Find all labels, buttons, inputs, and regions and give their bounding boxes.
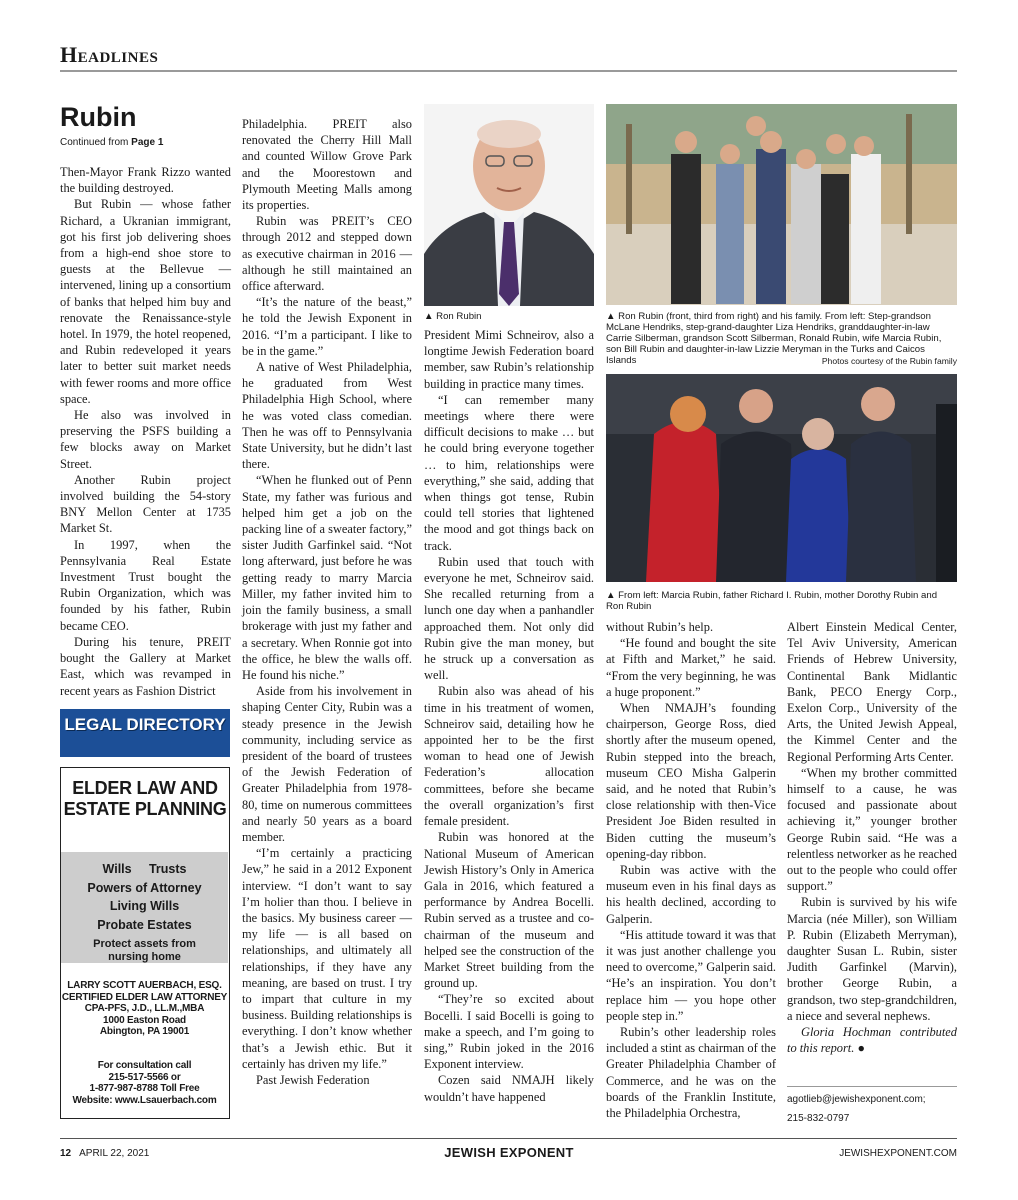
paragraph: Rubin was active with the museum even in his final days as his health declined, according to Galperin.	[606, 863, 776, 926]
paragraph: Past Jewish Federation	[256, 1072, 370, 1087]
footer-rule	[60, 1138, 957, 1139]
column-3	[424, 327, 594, 1105]
column-1	[60, 164, 231, 699]
ad-service: Probate Estates	[97, 917, 192, 932]
continued-from: Continued from Page 1	[60, 137, 164, 148]
attorney-address: 1000 Easton Road	[103, 1014, 186, 1026]
paragraph: “He found and bought the site at Fifth and Market,” he said. “From the very beginning, he was a huge proponent.”	[606, 636, 776, 699]
footer-website-link[interactable]: JEWISHEXPONENT.COM	[839, 1148, 957, 1159]
paragraph: Another Rubin project involved building the 54-story BNY Mellon Center at 1735 Market St.	[60, 472, 231, 536]
paragraph: Rubin was honored at the National Museum of American Jewish History’s Only in America Gala in 2016, which featured a performance by Andrea Bocelli. Rubin served as a trustee and co-chairman of the museum and helped see the construction of the Market Street building from the ground up.	[424, 830, 594, 991]
caption-text: Ron Rubin	[436, 311, 482, 322]
parents-caption	[606, 590, 957, 612]
paragraph: Philadelphia. PREIT also renovated the Cherry Hill Mall and counted Willow Grove Park and the Moorestown and Plymouth Meeting Malls among its properties.	[242, 117, 412, 213]
ad-service: Wills Trusts	[102, 862, 187, 876]
author-email-link[interactable]: agotlieb@jewishexponent.com;	[787, 1094, 926, 1105]
paragraph: Cozen said NMAJH likely wouldn’t have happened	[424, 1073, 594, 1104]
contact-rule	[787, 1086, 957, 1087]
photo-credit: Photos courtesy of the Rubin family	[821, 356, 957, 366]
paragraph: President Mimi Schneirov, also a longtime Jewish Federation board member, saw Rubin’s relationship building in practice many times.	[424, 328, 594, 391]
ad-call-label: For consultation call	[97, 1060, 192, 1071]
paragraph: Rubin was PREIT’s CEO through 2012 and stepped down as executive chairman in 2016 — although he still maintained an office afterward.	[242, 214, 412, 294]
ad-service: Living Wills	[109, 899, 180, 913]
caption-text: Ron Rubin (front, third from right) and his family. From left: Step-grandson McLane Hendriks, step-grand-daughter Liza Hendriks, granddaughter-in-law Carrie Silberman, grandson Scott Silberman, Ronald Rubin, wife Marcia Rubin, son Bill Rubin and daughter-in-law Lizzie Meryman in the Turks and Caicos Islands	[606, 311, 942, 366]
issue-date: APRIL 22, 2021	[79, 1148, 150, 1159]
continued-page-link[interactable]: Page 1	[131, 137, 164, 148]
paragraph: “His attitude toward it was that it was just another challenge you need to overcome,” Galperin said. “He’s an inspiration. You don’t replace him — you hope other people step in.”	[606, 927, 776, 1023]
paragraph: When NMAJH’s founding chairperson, George Ross, died shortly after the museum opened, Rubin stepped into the breach, museum CEO Misha Galperin said, and he noted that Rubin’s close relationship with then-Vice President Joe Biden resulted in Biden cutting the museum’s opening-day ribbon.	[606, 701, 776, 861]
column-5	[787, 619, 957, 1056]
paragraph: Albert Einstein Medical Center, Tel Aviv University, American Friends of Hebrew University, Continental Bank Midlantic Bank, PECO Energy Corp., Exelon Corp., University of the Arts, the United Jewish Appeal, the Kimmel Center and the Regional Performing Arts Center.	[787, 620, 957, 764]
section-title: Headlines	[60, 42, 159, 67]
attorney-city: Abington, PA 19001	[99, 1026, 190, 1037]
column-2	[242, 116, 412, 1088]
paragraph: “They’re so excited about Bocelli. I said Bocelli is going to make a speech, and I’m going to sing,” Rubin joked in the 2016 Exponent interview.	[424, 992, 594, 1072]
paragraph: He also was involved in preserving the PSFS building a few blocks away on Market Street.	[60, 408, 231, 471]
paragraph: without Rubin’s help.	[606, 620, 714, 634]
paragraph: In 1997, when the Pennsylvania Real Estate Investment Trust bought the Rubin Organization, which was founded by his father, Rubin became CEO.	[60, 537, 231, 633]
page-number: 12	[60, 1148, 72, 1159]
author-phone: 215-832-0797	[787, 1113, 850, 1124]
parents-photo-image	[606, 374, 957, 582]
ron-rubin-portrait	[424, 104, 594, 306]
elder-law-ad	[60, 767, 230, 1119]
paragraph: But Rubin — whose father Richard, a Ukranian immigrant, got his first job delivering shoes from a high-end shoe store to guests at the Bellevue — intervened, lining up a consortium of banks that helped him buy and renovate the Renaissance-style hotel. In 1979, the hotel reopened, and Rubin redeveloped it years later to better suit market needs with fewer rooms and more office space.	[60, 197, 231, 406]
attorney-creds: CPA-PFS, J.D., LL.M.,MBA	[84, 1003, 205, 1014]
paragraph: “It’s the nature of the beast,” he told the Jewish Exponent in 2016. “I’m a participant. I like to be in the game.”	[242, 295, 412, 358]
paragraph: “I’m certainly a practicing Jew,” he said in a 2012 Exponent interview. “I don’t want to say I’m holier than thou. I believe in the basics. My business career — my life — is all based on relationships, and ultimately all relationships, if they have any meaning, are based on trust. I try to impart that culture in my business. Building relationships is everything. I don’t know whether that’s a Jewish ethic. But it certainly has driven my life.”	[242, 846, 412, 1071]
ad-services	[61, 852, 228, 963]
caption-marker-icon: ▲	[606, 311, 619, 322]
ad-website[interactable]: Website: www.Lsauerbach.com	[72, 1094, 217, 1106]
ad-call-info	[61, 1060, 228, 1106]
contributor-text: Gloria Hochman contributed to this report.	[787, 1025, 957, 1056]
contributor-note	[787, 1024, 957, 1056]
caption-marker-icon: ▲	[606, 590, 619, 601]
paragraph: “I can remember many meetings where there were difficult decisions to make … but he could bring everyone together … to him, relationships were everything,” she said, adding that when things got tense, Rubin could tell stories that lightened the mood and got things back on track.	[424, 392, 594, 553]
paragraph: A native of West Philadelphia, he graduated from West Philadelphia High School, where he was voted class comedian. Then he was off to Pennsylvania State University, but he didn’t last there.	[242, 360, 412, 472]
ad-attorney-info	[61, 980, 228, 1038]
paragraph: “When he flunked out of Penn State, my father was furious and helped him get a job on the packing line of a sweater factory,” sister Judith Garfinkel said. “Not long afterward, just before he was getting ready to marry Marcia Miller, my father invited him to join the family business, a small brokerage with just my father and a secretary. When Ronnie got into the office, he blew the walls off. He found his niche.”	[242, 473, 412, 682]
caption-marker-icon: ▲	[424, 311, 437, 322]
top-rule	[60, 70, 957, 72]
attorney-cert: CERTIFIED ELDER LAW ATTORNEY	[61, 991, 228, 1003]
end-mark-icon: ●	[857, 1041, 865, 1056]
paragraph: Rubin also was ahead of his time in his treatment of women, Schneirov said, detailing how he appointed her to be the first woman to head one of Jewish Federation’s allocation committees, before she became the overall organization’s first female president.	[424, 684, 594, 829]
footer-paper-name: JEWISH EXPONENT	[444, 1145, 574, 1160]
caption-text: From left: Marcia Rubin, father Richard I. Rubin, mother Dorothy Rubin and Ron Rubin	[606, 590, 938, 612]
ad-title: ELDER LAW AND ESTATE PLANNING	[63, 778, 227, 819]
paragraph: Rubin’s other leadership roles included a stint as chairman of the Greater Philadelphia Chamber of Commerce, and he was on the boards of the Franklin Institute, the Philadelphia Orchestra,	[606, 1025, 776, 1121]
portrait-image	[424, 104, 594, 306]
portrait-caption	[424, 311, 594, 322]
ad-tollfree: 1-877-987-8788 Toll Free	[89, 1083, 200, 1094]
paragraph: Rubin is survived by his wife Marcia (née Miller), son William P. Rubin (Elizabeth Merryman), daughter Susan L. Rubin, sister Judith Garfinkel (Marvin), brother George Rubin, a grandson, two step-grandchildren, a niece and several nephews.	[787, 895, 957, 1023]
paragraph: Then-Mayor Frank Rizzo wanted the building destroyed.	[60, 165, 231, 196]
legal-directory-banner: LEGAL DIRECTORY	[60, 709, 230, 757]
paragraph: “When my brother committed himself to a cause, he was focused and passionate about achieving it,” younger brother George Rubin said. “He was a relentless networker as he reached out to the people who could offer support.”	[787, 765, 957, 894]
family-photo-image	[606, 104, 957, 305]
attorney-name: LARRY SCOTT AUERBACH, ESQ.	[67, 980, 222, 991]
headline: Rubin	[60, 102, 137, 132]
ad-phone: 215-517-5566 or	[108, 1071, 181, 1083]
author-contact	[787, 1090, 926, 1128]
paragraph: Rubin used that touch with everyone he met, Schneirov said. She recalled returning from a lunch one day when a panhandler approached them. Not only did Rubin give the man money, but he struck up a conversation as well.	[424, 554, 594, 683]
parents-photo	[606, 374, 957, 582]
ad-service: Powers of Attorney	[87, 880, 202, 895]
paragraph: Aside from his involvement in shaping Center City, Rubin was a steady presence in the Jewish community, including service as president of the board of trustees of the Jewish Federation of Greater Philadelphia from 1978-80, time on numerous committees and nearly 50 years as a board member.	[242, 684, 412, 844]
paragraph: During his tenure, PREIT bought the Gallery at Market East, which was revamped in recent years as Fashion District	[60, 634, 231, 698]
family-photo	[606, 104, 957, 305]
ad-service-note: Protect assets from nursing home	[93, 938, 196, 963]
column-4	[606, 619, 776, 1121]
